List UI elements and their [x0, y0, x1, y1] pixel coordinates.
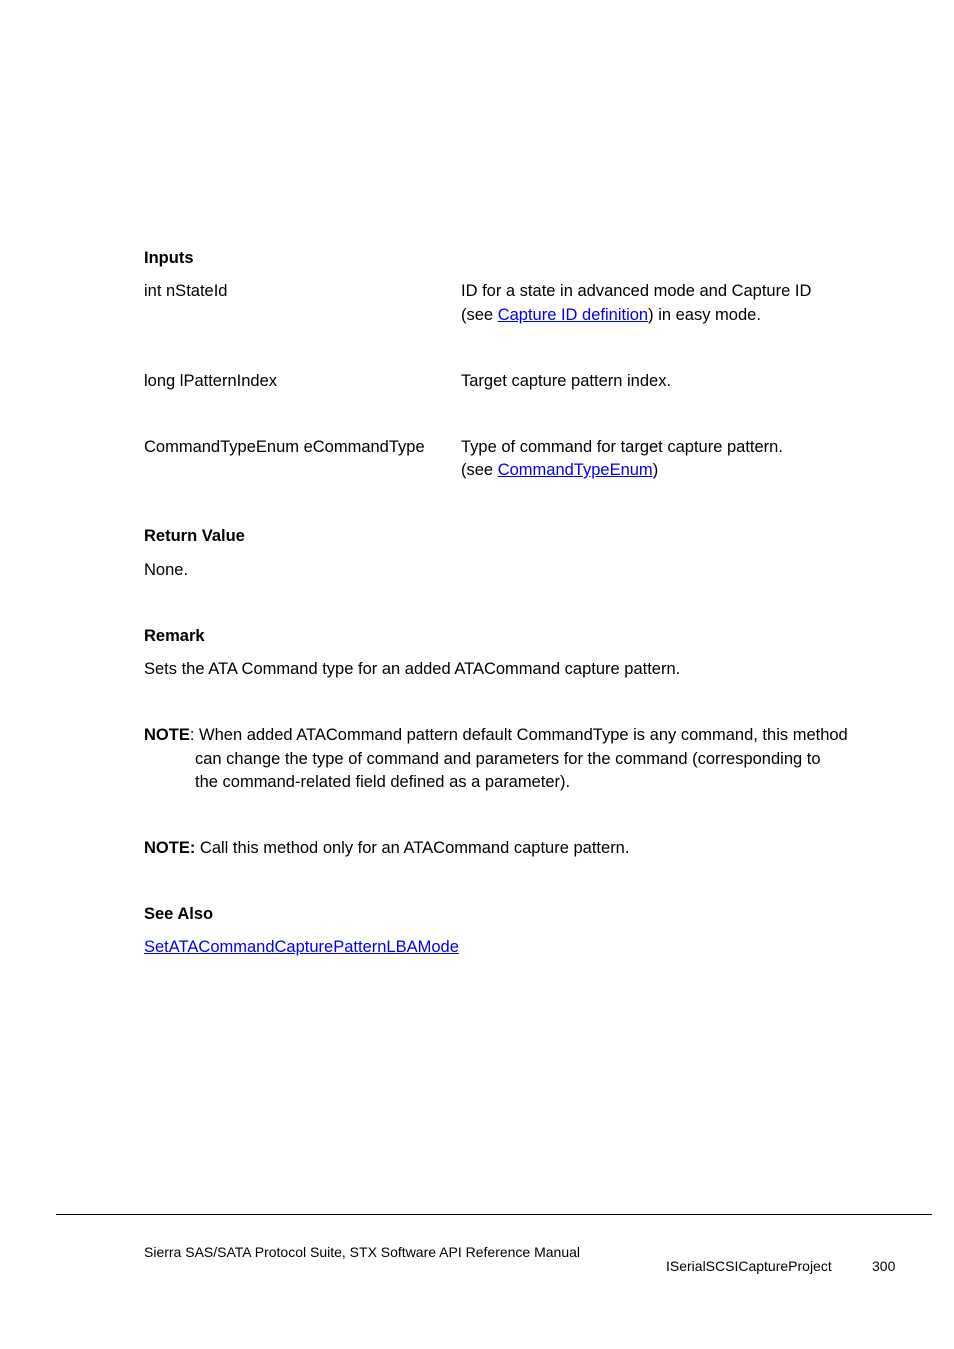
remark-heading: Remark	[144, 627, 205, 645]
capture-id-definition-link[interactable]: Capture ID definition	[497, 306, 649, 324]
footer-section-name: ISerialSCSICaptureProject	[666, 1258, 832, 1274]
see-also-link[interactable]: SetATACommandCapturePatternLBAMode	[144, 938, 459, 956]
param-desc-lpatternindex: Target capture pattern index.	[461, 372, 672, 390]
return-value-heading: Return Value	[144, 527, 245, 545]
return-value-text: None.	[144, 561, 189, 579]
see-prefix: (see	[461, 461, 498, 479]
see-suffix: )	[652, 461, 659, 479]
note-2-label: NOTE:	[144, 839, 196, 857]
param-name-ecommandtype: CommandTypeEnum eCommandType	[144, 438, 425, 456]
note-1-line-1	[144, 724, 848, 747]
note-2-text: Call this method only for an ATACommand capture pattern.	[195, 839, 630, 857]
note-1-line-2: can change the type of command and parameters for the command (corresponding to	[195, 750, 821, 768]
note-1-line-3: the command-related field defined as a parameter).	[195, 773, 571, 791]
see-prefix: (see	[461, 306, 498, 324]
note-2	[144, 837, 629, 860]
commandtypeenum-link[interactable]: CommandTypeEnum	[497, 461, 653, 479]
see-also-item	[144, 936, 459, 959]
footer-manual-title: Sierra SAS/SATA Protocol Suite, STX Software API Reference Manual	[144, 1244, 581, 1260]
param-desc-nstateid-line2	[461, 304, 761, 327]
footer-page-number: 300	[872, 1258, 896, 1274]
inputs-heading: Inputs	[144, 249, 194, 267]
note-1-label: NOTE	[144, 726, 190, 744]
param-name-nstateid: int nStateId	[144, 282, 228, 300]
see-also-heading: See Also	[144, 905, 214, 923]
param-name-lpatternindex: long lPatternIndex	[144, 372, 278, 390]
param-desc-nstateid-line1: ID for a state in advanced mode and Capture ID	[461, 282, 812, 300]
see-suffix: ) in easy mode.	[648, 306, 761, 324]
param-desc-ecommandtype-line2	[461, 459, 658, 482]
note-1-text: : When added ATACommand pattern default CommandType is any command, this method	[189, 726, 848, 744]
remark-text: Sets the ATA Command type for an added ATACommand capture pattern.	[144, 660, 681, 678]
footer-divider	[56, 1214, 932, 1215]
param-desc-ecommandtype-line1: Type of command for target capture pattern.	[461, 438, 783, 456]
